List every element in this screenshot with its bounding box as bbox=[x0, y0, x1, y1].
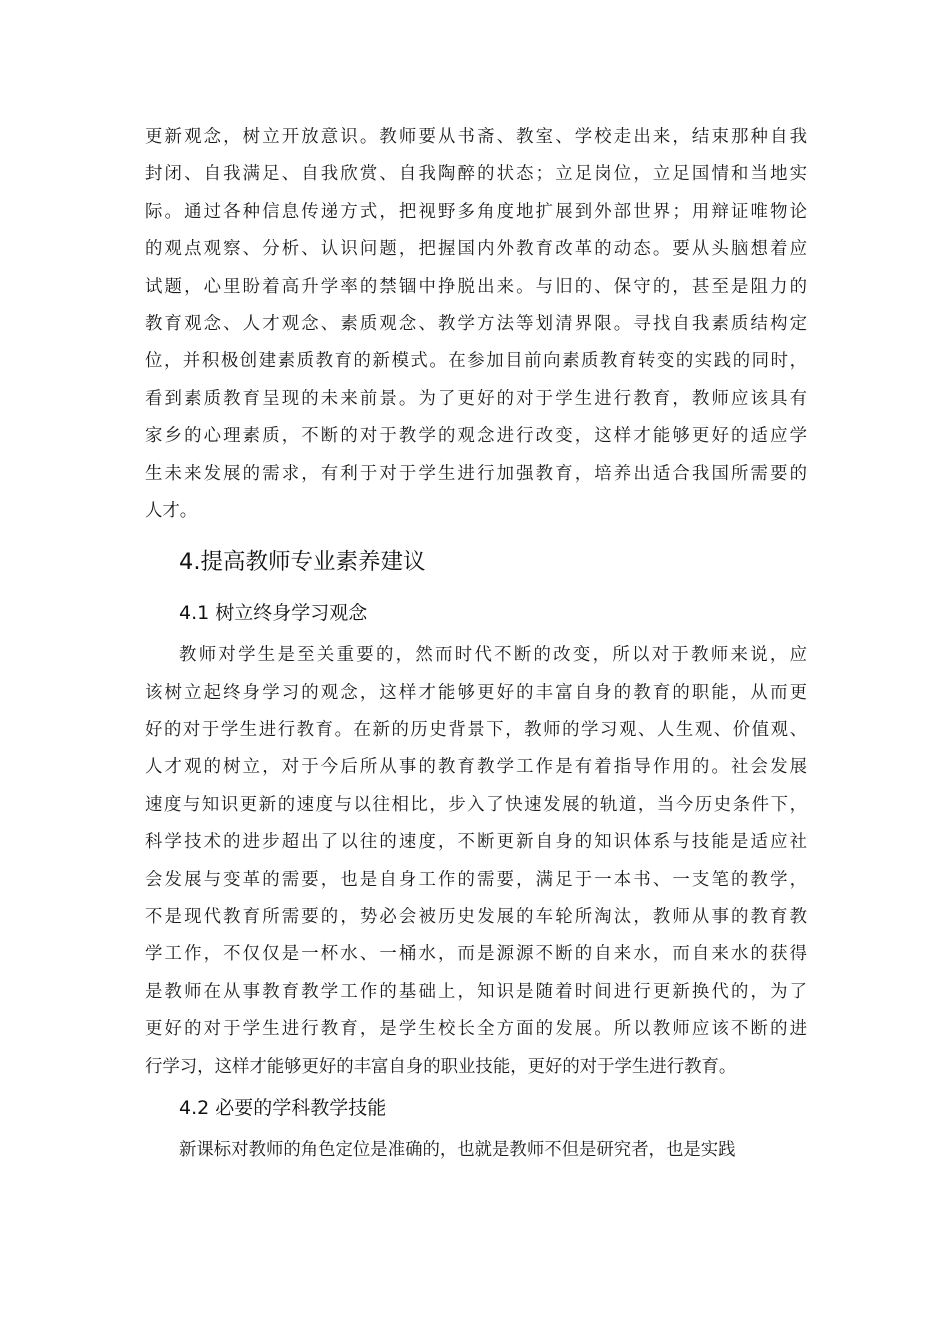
paragraph-updating-concepts bbox=[145, 119, 807, 530]
text-line: 行学习，这样才能够更好的丰富自身的职业技能，更好的对于学生进行教育。 bbox=[145, 1056, 737, 1077]
text-line: 际。通过各种信息传递方式，把视野多角度地扩展到外部世界；用辩证唯物论 bbox=[145, 201, 807, 222]
paragraph-teaching-skills bbox=[145, 1132, 807, 1169]
text-line: 家乡的心理素质，不断的对于教学的观念进行改变，这样才能够更好的适应学 bbox=[145, 426, 807, 447]
text-line: 教育观念、人才观念、素质观念、教学方法等划清界限。寻找自我素质结构定 bbox=[145, 313, 807, 334]
text-line: 的观点观察、分析、认识问题，把握国内外教育改革的动态。要从头脑想着应 bbox=[145, 239, 807, 260]
text-line: 好的对于学生进行教育。在新的历史背景下，教师的学习观、人生观、价值观、 bbox=[145, 720, 807, 741]
text-line: 学工作，不仅仅是一杯水、一桶水，而是源源不断的自来水，而自来水的获得 bbox=[145, 944, 807, 965]
subsection-heading-4-1: 4.1 树立终身学习观念 bbox=[179, 602, 368, 625]
text-line: 人才观的树立，对于今后所从事的教育教学工作是有着指导作用的。社会发展 bbox=[145, 757, 807, 778]
subsection-heading-4-2: 4.2 必要的学科教学技能 bbox=[179, 1096, 387, 1119]
paragraph-lifelong-learning bbox=[145, 637, 807, 1086]
text-line: 科学技术的进步超出了以往的速度，不断更新自身的知识体系与技能是适应社 bbox=[145, 832, 807, 853]
text-line: 位，并积极创建素质教育的新模式。在参加目前向素质教育转变的实践的同时， bbox=[145, 351, 807, 372]
text-line: 教师对学生是至关重要的，然而时代不断的改变，所以对于教师来说，应 bbox=[179, 645, 807, 666]
text-line: 该树立起终身学习的观念，这样才能够更好的丰富自身的教育的职能，从而更 bbox=[145, 682, 807, 703]
text-line: 是教师在从事教育教学工作的基础上，知识是随着时间进行更新换代的，为了 bbox=[145, 981, 807, 1002]
text-line: 看到素质教育呈现的未来前景。为了更好的对于学生进行教育，教师应该具有 bbox=[145, 388, 807, 409]
text-line: 生未来发展的需求，有利于对于学生进行加强教育，培养出适合我国所需要的 bbox=[145, 463, 807, 484]
spacer bbox=[145, 582, 807, 595]
section-heading-4: 4.提高教师专业素养建议 bbox=[179, 549, 426, 576]
text-line: 新课标对教师的角色定位是准确的，也就是教师不但是研究者，也是实践 bbox=[179, 1139, 736, 1160]
text-line: 会发展与变革的需要，也是自身工作的需要，满足于一本书、一支笔的教学， bbox=[145, 869, 807, 890]
text-line: 更新观念，树立开放意识。教师要从书斋、教室、学校走出来，结束那种自我 bbox=[145, 127, 807, 147]
text-line: 封闭、自我满足、自我欣赏、自我陶醉的状态；立足岗位，立足国情和当地实 bbox=[145, 164, 807, 185]
document-body bbox=[145, 119, 807, 1169]
text-line: 试题，心里盼着高升学率的禁锢中挣脱出来。与旧的、保守的，甚至是阻力的 bbox=[145, 276, 807, 297]
text-line: 人才。 bbox=[145, 500, 198, 521]
text-line: 更好的对于学生进行教育，是学生校长全方面的发展。所以教师应该不断的进 bbox=[145, 1019, 807, 1040]
text-line: 不是现代教育所需要的，势必会被历史发展的车轮所淘汰，教师从事的教育教 bbox=[145, 907, 807, 928]
text-line: 速度与知识更新的速度与以往相比，步入了快速发展的轨道，当今历史条件下， bbox=[145, 794, 807, 815]
